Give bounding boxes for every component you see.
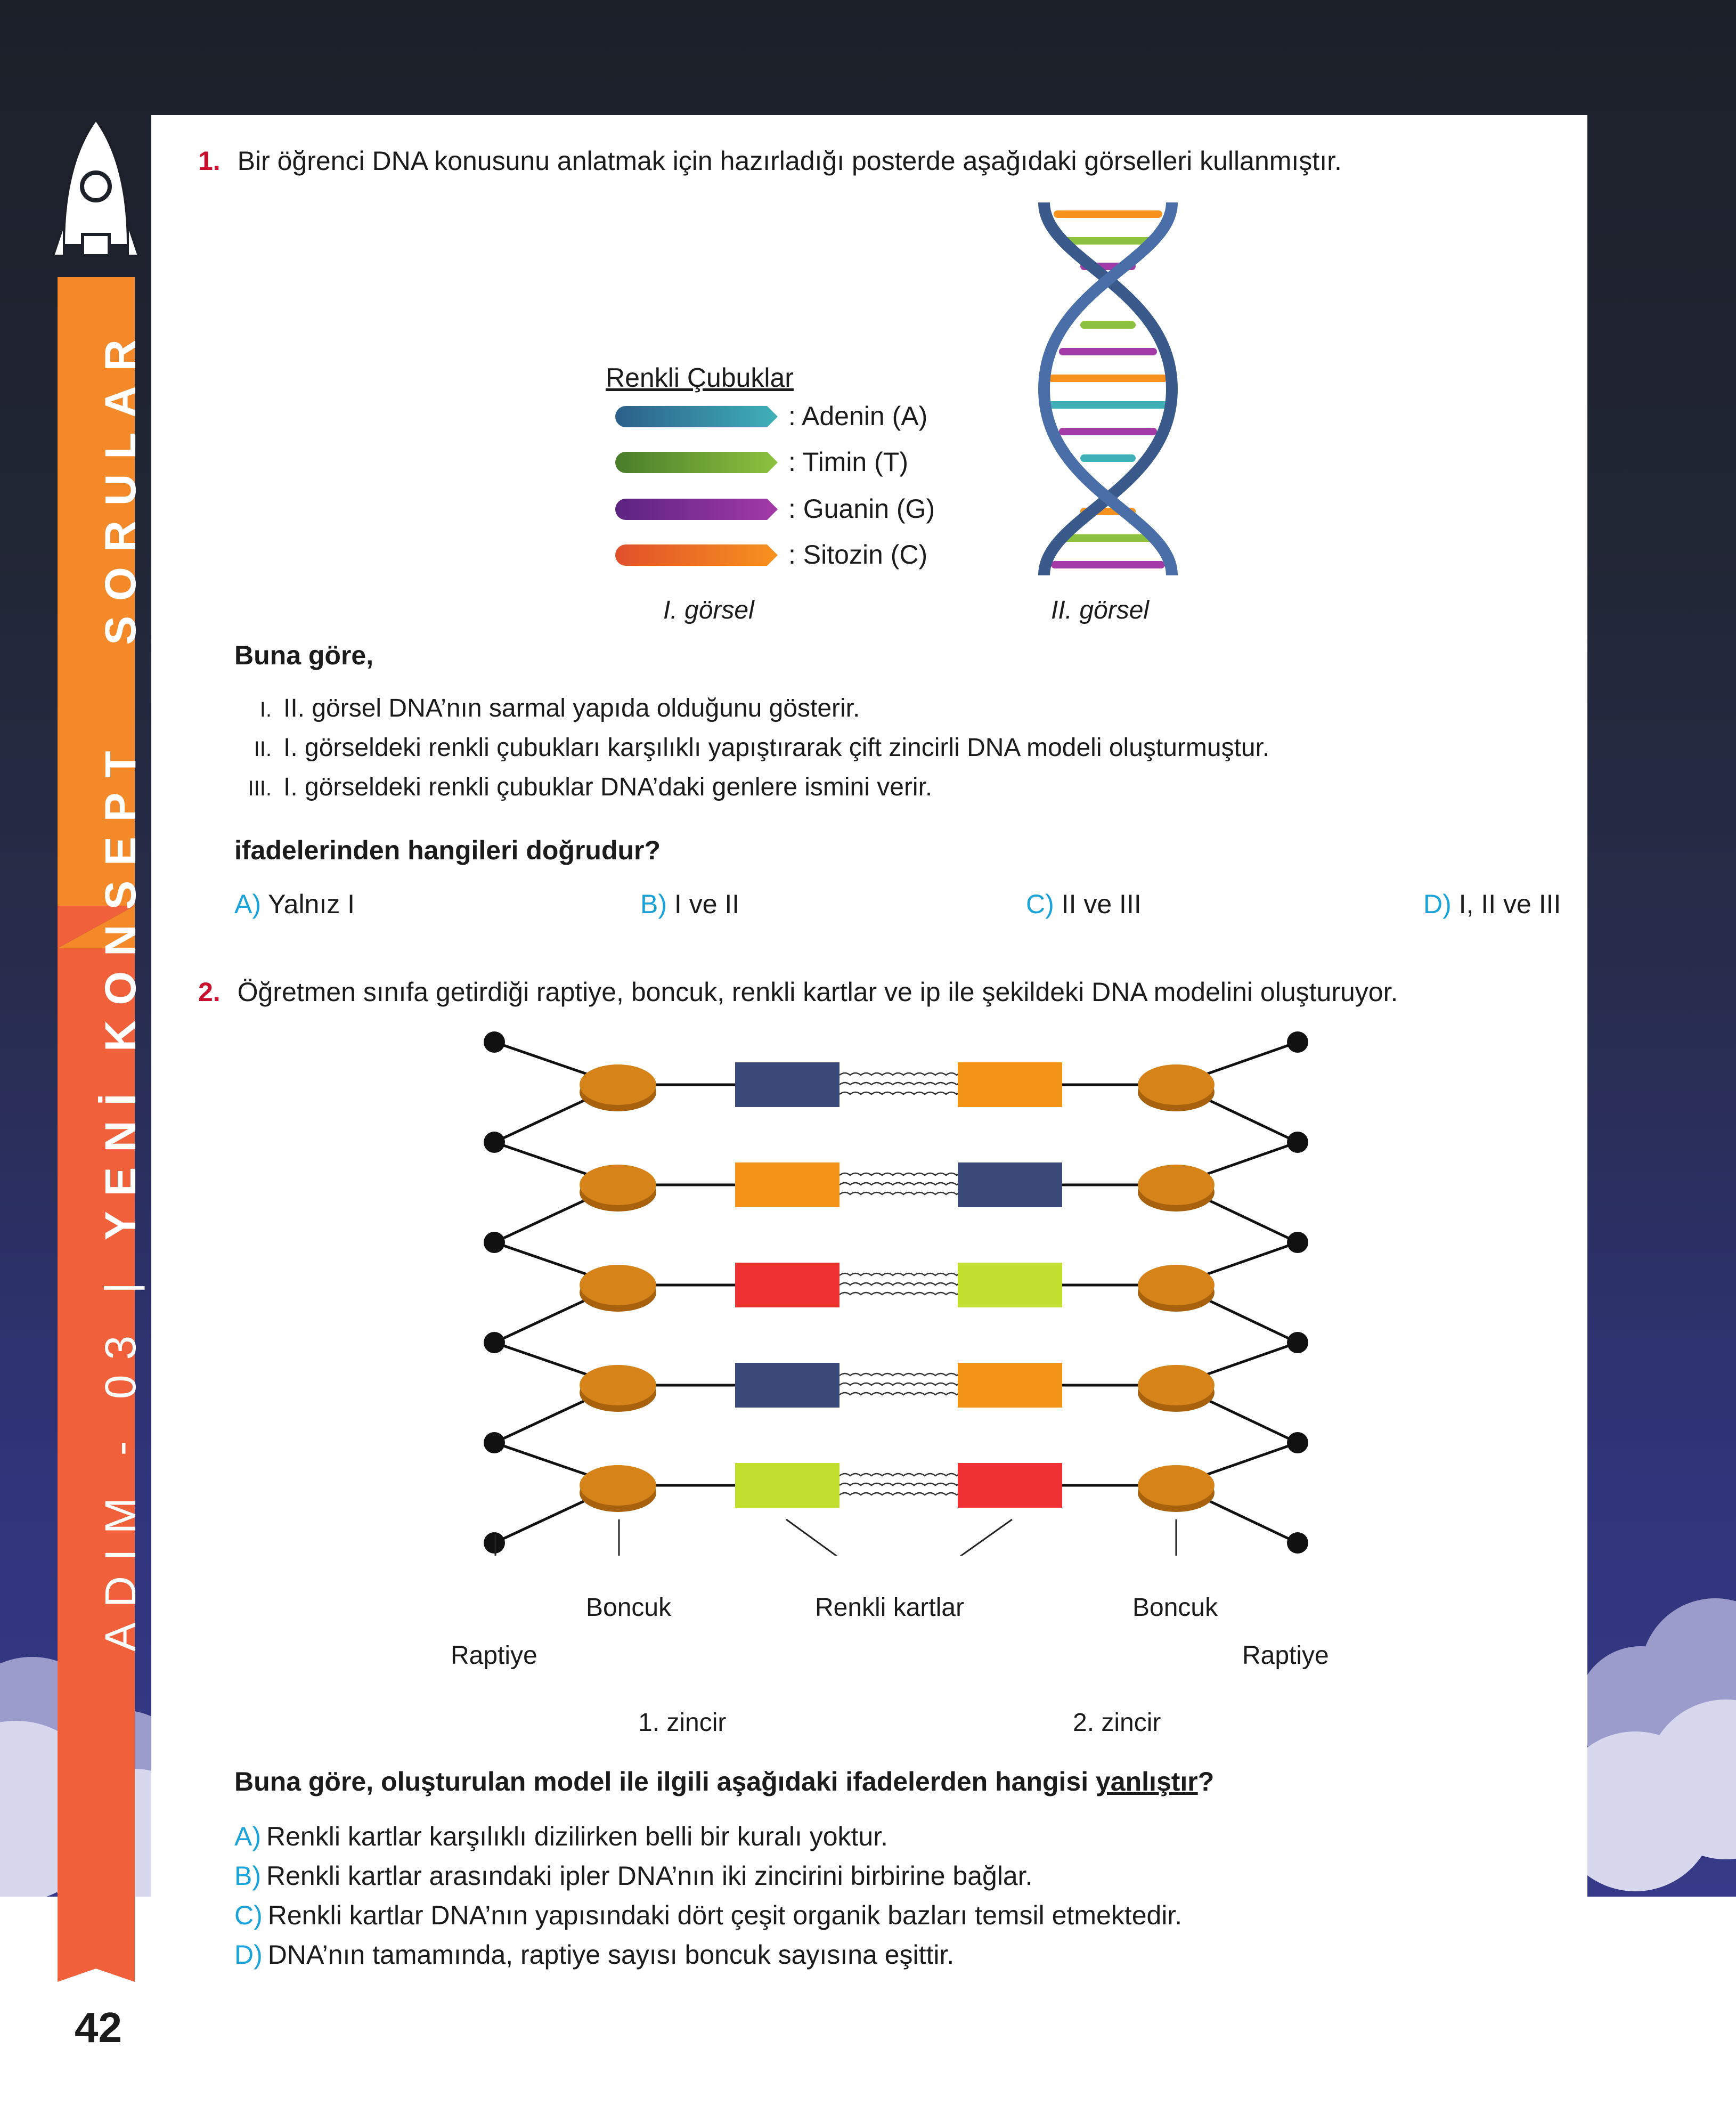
bead	[1138, 1365, 1215, 1405]
card-left	[735, 1463, 840, 1508]
question-1	[198, 145, 1342, 177]
adenin-bar	[615, 406, 778, 427]
card-right	[958, 1162, 1062, 1207]
q2-option-b[interactable]: B) Renkli kartlar arasındaki ipler DNA’nın iki zincirini birbirine bağlar.	[234, 1861, 1033, 1891]
pin	[484, 1532, 505, 1554]
pin	[1287, 1232, 1308, 1253]
pin	[484, 1332, 505, 1353]
thread-line	[840, 1283, 967, 1285]
statement-3: III. I. görseldeki renkli çubuklar DNA’daki genlere ismini verir.	[248, 773, 933, 801]
q2-option-c[interactable]: C) Renkli kartlar DNA’nın yapısındaki dört çeşit organik bazları temsil etmektedir.	[234, 1900, 1183, 1930]
question-text: Öğretmen sınıfa getirdiği raptiye, boncuk, renkli kartlar ve ip ile şekildeki DNA modelini oluşturuyor.	[237, 977, 1398, 1007]
arrow	[931, 1519, 1012, 1556]
q1-lead: Buna göre,	[234, 640, 374, 670]
sidebar-series: YENİ KONSEPT	[96, 736, 145, 1241]
sidebar-title	[96, 324, 146, 1652]
thread-line	[840, 1474, 967, 1476]
question-2	[198, 976, 1398, 1008]
dna-helix-image	[1033, 197, 1183, 581]
pin	[1287, 1432, 1308, 1453]
thread-line	[840, 1483, 967, 1485]
label-raptiye-left: Raptiye	[451, 1641, 537, 1670]
legend-sitozin: : Sitozin (C)	[788, 540, 928, 570]
legend-adenin: : Adenin (A)	[788, 401, 928, 431]
question-number: 2.	[198, 977, 221, 1007]
thread-line	[840, 1393, 967, 1395]
colored-bars	[613, 400, 783, 575]
rocket-icon	[53, 117, 138, 288]
timin-bar	[615, 452, 778, 473]
card-right	[958, 1463, 1062, 1508]
card-left	[735, 1162, 840, 1207]
label-boncuk-left: Boncuk	[586, 1593, 672, 1622]
thread-line	[840, 1173, 967, 1175]
card-left	[735, 1263, 840, 1307]
caption-gorsel-2: II. görsel	[1051, 596, 1150, 624]
card-right	[958, 1263, 1062, 1307]
thread-line	[840, 1183, 967, 1185]
bead	[580, 1365, 656, 1405]
label-zincir-1: 1. zincir	[638, 1709, 727, 1737]
bead	[1138, 1064, 1215, 1105]
card-left	[735, 1062, 840, 1107]
legend-guanin: : Guanin (G)	[788, 494, 935, 524]
bead	[580, 1265, 656, 1305]
q1-option-d[interactable]: D) I, II ve III	[1423, 889, 1561, 919]
thread-line	[840, 1493, 967, 1495]
q1-option-a[interactable]: A) Yalnız I	[234, 889, 355, 919]
question-text: Bir öğrenci DNA konusunu anlatmak için hazırladığı posterde aşağıdaki görselleri kullanmıştır.	[237, 146, 1342, 176]
guanin-bar	[615, 499, 778, 520]
pin	[1287, 1332, 1308, 1353]
thread-line	[840, 1083, 967, 1085]
bead	[1138, 1265, 1215, 1305]
thread-line	[840, 1192, 967, 1194]
q1-option-c[interactable]: C) II ve III	[1026, 889, 1142, 919]
statement-2: II. I. görseldeki renkli çubukları karşılıklı yapıştırarak çift zincirli DNA modeli oluşturmuştur.	[254, 734, 1270, 762]
pin	[1287, 1031, 1308, 1053]
thread-line	[840, 1383, 967, 1385]
pin	[1287, 1132, 1308, 1153]
underlined-word: yanlıştır	[1096, 1767, 1198, 1796]
legend-timin: : Timin (T)	[788, 447, 908, 477]
q1-question: ifadelerinden hangileri doğrudur?	[234, 835, 661, 865]
q2-option-d[interactable]: D) DNA’nın tamamında, raptiye sayısı boncuk sayısına eşittir.	[234, 1940, 955, 1970]
q2-option-a[interactable]: A) Renkli kartlar karşılıklı dizilirken belli bir kuralı yoktur.	[234, 1822, 889, 1851]
bead	[580, 1064, 656, 1105]
pin	[484, 1031, 505, 1053]
card-right	[958, 1062, 1062, 1107]
thread-line	[840, 1092, 967, 1094]
pin	[484, 1232, 505, 1253]
thread-line	[840, 1073, 967, 1075]
pin	[484, 1432, 505, 1453]
sidebar-section: SORULAR	[96, 324, 145, 645]
thread-line	[840, 1292, 967, 1295]
card-right	[958, 1363, 1062, 1408]
pin	[1287, 1532, 1308, 1554]
thread-line	[840, 1373, 967, 1376]
card-left	[735, 1363, 840, 1408]
bead	[580, 1465, 656, 1506]
q1-option-b[interactable]: B) I ve II	[640, 889, 740, 919]
bead	[580, 1165, 656, 1205]
caption-gorsel-1: I. görsel	[663, 596, 754, 624]
bead	[1138, 1465, 1215, 1506]
label-zincir-2: 2. zincir	[1073, 1709, 1161, 1737]
q2-question: Buna göre, oluşturulan model ile ilgili aşağıdaki ifadelerden hangisi yanlıştır?	[234, 1767, 1215, 1796]
sidebar-step: ADIM - 03 |	[96, 1267, 145, 1652]
pin	[484, 1132, 505, 1153]
legend-title: Renkli Çubuklar	[606, 363, 794, 393]
question-number: 1.	[198, 146, 221, 176]
label-renkli-kartlar: Renkli kartlar	[815, 1593, 965, 1622]
page-number: 42	[75, 2004, 122, 2051]
thread-line	[840, 1273, 967, 1275]
bead	[1138, 1165, 1215, 1205]
sitozin-bar	[615, 544, 778, 566]
statement-1: I. II. görsel DNA’nın sarmal yapıda olduğunu gösterir.	[259, 694, 860, 722]
arrow	[786, 1519, 866, 1556]
label-raptiye-right: Raptiye	[1242, 1641, 1329, 1670]
label-boncuk-right: Boncuk	[1132, 1593, 1218, 1622]
dna-model-diagram	[469, 1023, 1332, 1556]
